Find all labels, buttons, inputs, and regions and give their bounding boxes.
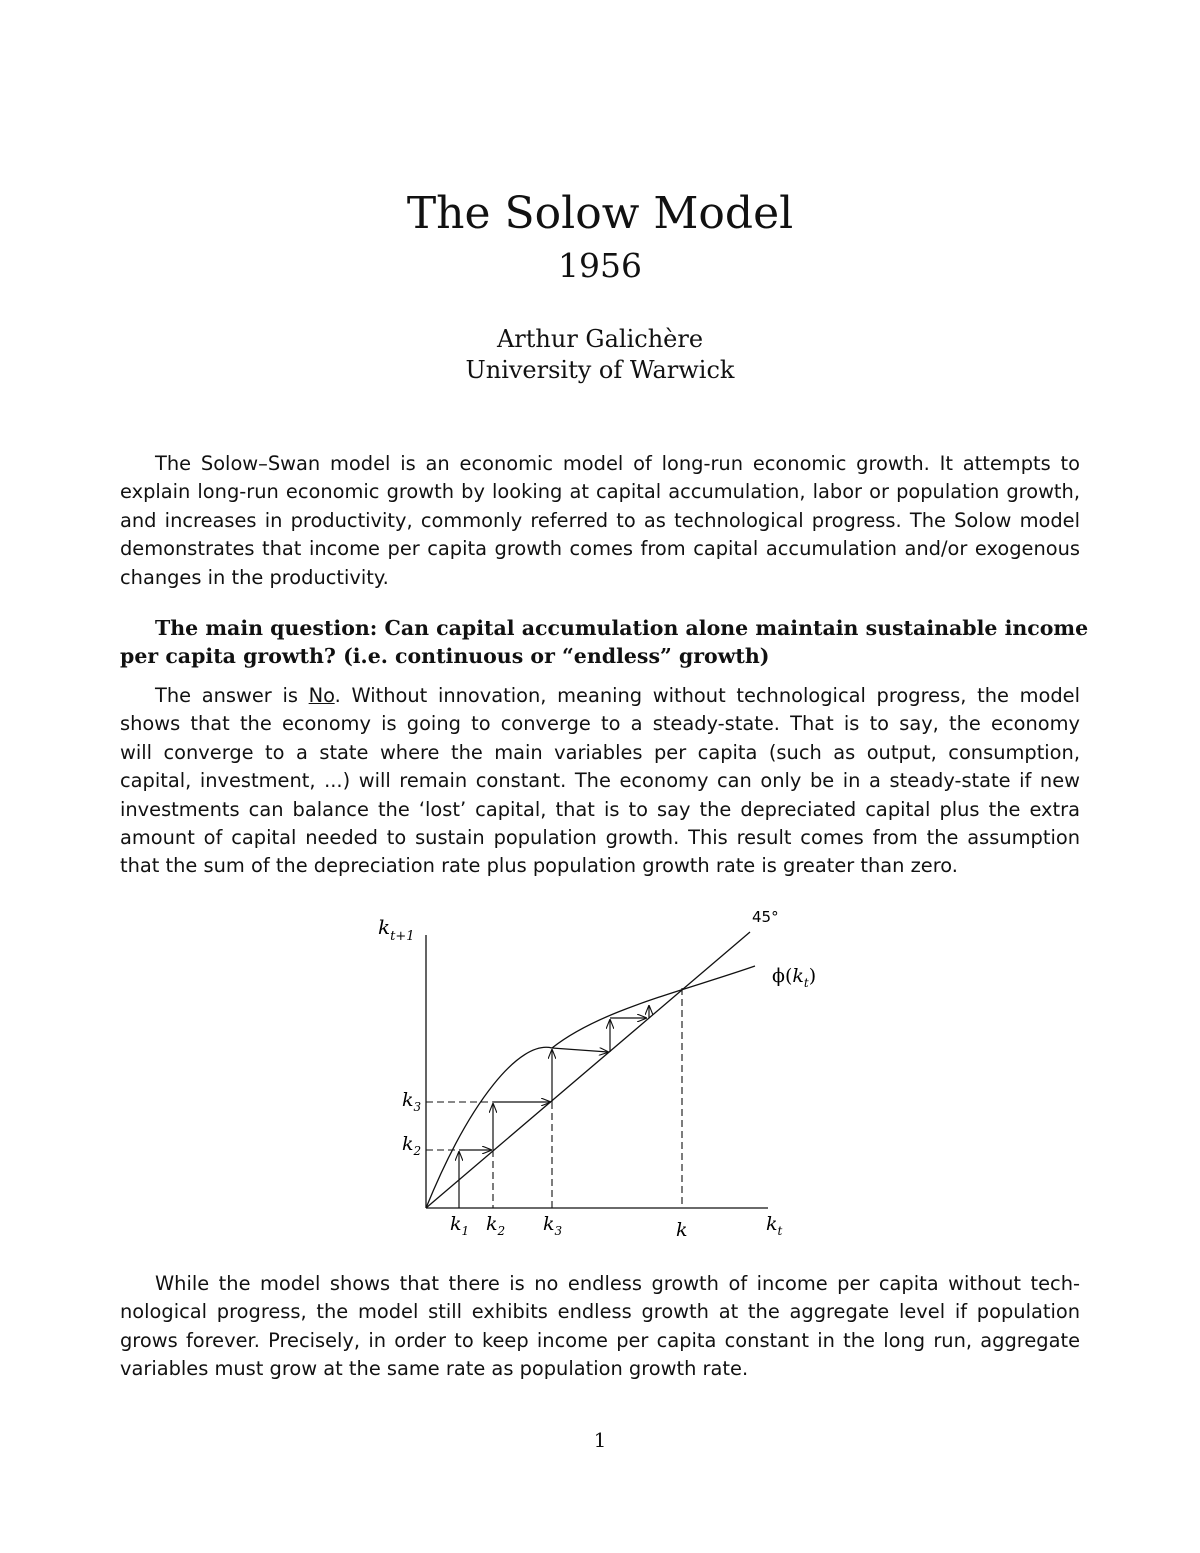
- x-tick-k1: $k_1$: [450, 1213, 470, 1238]
- answer-paragraph: [120, 682, 1080, 881]
- x-tick-k2: $k_2$: [486, 1213, 506, 1238]
- y-tick-k3: $k_3$: [402, 1089, 422, 1114]
- intro-paragraph: [120, 450, 1080, 592]
- answer-no: No: [308, 684, 335, 707]
- answer-line: shows that the economy is going to converge to a steady-state. That is to say, the economy: [120, 712, 1080, 736]
- question-line: per capita growth? (i.e. continuous or “endless” growth): [120, 644, 770, 669]
- answer-first-line: [120, 682, 1080, 710]
- closing-paragraph: [120, 1270, 1080, 1384]
- paper-title: The Solow Model: [406, 188, 794, 239]
- answer-line: will converge to a state where the main variables per capita (such as output, consumption,: [120, 740, 1080, 764]
- closing-line: variables must grow at the same rate as population growth rate.: [120, 1357, 749, 1381]
- intro-line: demonstrates that income per capita growth comes from capital accumulation and/or exogenous: [120, 537, 1080, 561]
- phi-curve: [426, 966, 755, 1208]
- cobweb-right-3: [552, 1048, 608, 1052]
- answer-line: capital, investment, ...) will remain constant. The economy can only be in a steady-state if new: [120, 769, 1080, 793]
- intro-line: explain long-run economic growth by looking at capital accumulation, labor or population growth,: [120, 480, 1080, 504]
- page-number: 1: [593, 1428, 607, 1452]
- x-tick-k3: $k_3$: [543, 1213, 563, 1238]
- closing-line: nological progress, the model still exhibits endless growth at the aggregate level if population: [120, 1300, 1080, 1324]
- forty-five-label: 45°: [752, 908, 779, 926]
- intro-line: changes in the productivity.: [120, 565, 389, 589]
- paper-year: 1956: [558, 246, 642, 285]
- answer-prefix: The answer is: [155, 684, 309, 707]
- answer-line: amount of capital needed to sustain population growth. This result comes from the assumption: [120, 826, 1080, 850]
- solow-diagram: [360, 900, 830, 1250]
- forty-five-degree-line: [426, 932, 750, 1208]
- answer-line: investments can balance the ‘lost’ capital, that is to say the depreciated capital plus the extra: [120, 797, 1080, 821]
- main-question: [120, 614, 1089, 671]
- y-axis-label: $k_{t+1}$: [378, 915, 415, 944]
- x-axis-label: $k_t$: [766, 1213, 783, 1238]
- phi-label: $\phi(k_t)$: [772, 965, 817, 990]
- closing-line: While the model shows that there is no endless growth of income per capita without tech-: [155, 1272, 1080, 1295]
- x-tick-kstar: k: [676, 1219, 688, 1241]
- answer-line: that the sum of the depreciation rate plus population growth rate is greater than zero.: [120, 854, 958, 878]
- intro-line: and increases in productivity, commonly referred to as technological progress. The Solow model: [120, 508, 1080, 532]
- closing-line: grows forever. Precisely, in order to keep income per capita constant in the long run, aggregate: [120, 1328, 1080, 1352]
- y-tick-k2: $k_2$: [402, 1133, 422, 1158]
- answer-rest: . Without innovation, meaning without technological progress, the model: [334, 684, 1080, 707]
- intro-line: The Solow–Swan model is an economic model of long-run economic growth. It attempts to: [155, 452, 1080, 475]
- author-affiliation: University of Warwick: [465, 356, 735, 384]
- question-line: The main question: Can capital accumulation alone maintain sustainable income: [155, 616, 1089, 640]
- author-name: Arthur Galichère: [496, 325, 704, 353]
